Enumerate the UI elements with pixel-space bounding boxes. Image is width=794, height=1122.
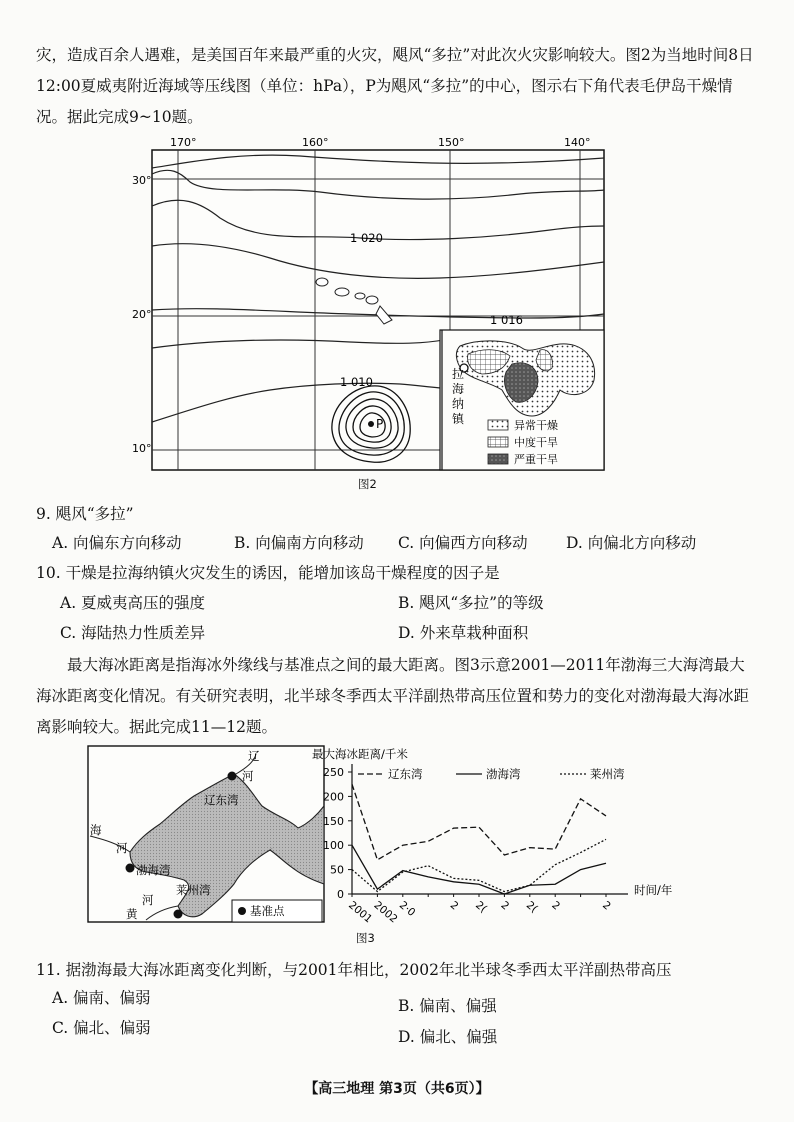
x-tick-label: 2: [549, 899, 563, 913]
q11-option-c[interactable]: C. 偏北、偏弱: [52, 1019, 151, 1037]
isobar-label: 1 020: [350, 231, 383, 245]
legend-entry: 辽东湾: [388, 767, 423, 781]
q9-option-c[interactable]: C. 向偏西方向移动: [398, 534, 528, 552]
isobar-label: 1 016: [490, 313, 523, 327]
chart-ylabel: 最大海冰距离/千米: [312, 747, 408, 761]
q10-option-d[interactable]: D. 外来草栽种面积: [398, 624, 529, 642]
intro-paragraph: 灾，造成百余人遇难，是美国百年来最严重的火灾，飓风“多拉”对此次火灾影响较大。图2为当地时间8日12:00夏威夷附近海域等压线图（单位：hPa），P为飓风“多拉”的中心，图示右下角代表毛伊岛干燥情况。据此完成9~10题。: [36, 46, 754, 126]
legend-label: 异常干燥: [514, 419, 558, 432]
yellow-river-char1: 黄: [126, 907, 138, 921]
laizhou-bay-label: 莱州湾: [176, 883, 211, 897]
x-tick-label: 2: [498, 899, 512, 913]
lon-label: 150°: [438, 136, 465, 149]
q9-option-b[interactable]: B. 向偏南方向移动: [234, 534, 364, 552]
hurricane-center-label: P: [376, 417, 384, 431]
figure-2-caption: 图2: [358, 477, 377, 491]
legend-label: 中度干旱: [514, 436, 558, 449]
x-tick-label: 2: [600, 899, 613, 913]
q10-stem: 10. 干燥是拉海纳镇火灾发生的诱因，能增加该岛干燥程度的因子是: [36, 564, 500, 582]
figure-3-bohai-map: [86, 744, 326, 924]
page-footer: 【高三地理 第3页（共6页）】: [304, 1081, 490, 1097]
liao-river-char1: 辽: [248, 749, 260, 763]
legend-entry: 渤海湾: [486, 767, 521, 781]
lat-label: 20°: [132, 308, 152, 321]
q10-option-c[interactable]: C. 海陆热力性质差异: [60, 624, 206, 642]
x-tick-label: 2002: [371, 899, 400, 926]
y-tick-label: 150: [323, 814, 344, 828]
chart-xlabel: 时间/年: [634, 883, 673, 897]
series-line-dashed: [352, 784, 606, 860]
legend-entry: 莱州湾: [590, 767, 625, 781]
legend-swatch-dots: [488, 420, 508, 430]
q11-stem: 11. 据渤海最大海冰距离变化判断，与2001年相比，2002年北半球冬季西太平洋副热带高压: [36, 961, 672, 979]
y-tick-label: 200: [323, 790, 344, 804]
y-tick-label: 100: [323, 839, 344, 853]
figure-2-isobar-map: [132, 134, 610, 474]
legend-label: 严重干旱: [514, 453, 558, 466]
lat-label: 30°: [132, 174, 152, 187]
x-tick-label: 2001: [346, 899, 375, 926]
q9-option-d[interactable]: D. 向偏北方向移动: [566, 534, 697, 552]
bohai-bay-label: 渤海湾: [136, 863, 171, 877]
isobar-label: 1 010: [340, 375, 373, 389]
legend-swatch-dark: [488, 454, 508, 464]
q9-stem: 9. 飓风“多拉”: [36, 505, 134, 523]
liaodong-bay-label: 辽东湾: [204, 793, 239, 807]
legend-swatch-grid: [488, 437, 508, 447]
y-tick-label: 0: [337, 888, 344, 901]
hai-river-char2: 河: [116, 841, 128, 855]
liao-river-char2: 河: [242, 769, 254, 783]
figure-3-line-chart: [306, 744, 718, 924]
lon-label: 170°: [170, 136, 197, 149]
lon-label: 160°: [302, 136, 329, 149]
q10-option-b[interactable]: B. 飓风“多拉”的等级: [398, 594, 544, 612]
bohai-intro-paragraph: 最大海冰距离是指海冰外缘线与基准点之间的最大距离。图3示意2001—2011年渤海三大海湾最大海冰距离变化情况。有关研究表明，北半球冬季西太平洋副热带高压位置和势力的变化对渤海最大海冰距离影响较大。据此完成11—12题。: [36, 656, 750, 736]
x-tick-label: 2(: [473, 899, 490, 916]
x-tick-label: 2(: [523, 899, 540, 916]
q11-option-d[interactable]: D. 偏北、偏强: [398, 1028, 498, 1046]
hai-river-char1: 海: [90, 823, 102, 837]
lon-label: 140°: [564, 136, 591, 149]
q11-option-b[interactable]: B. 偏南、偏强: [398, 997, 497, 1015]
q9-option-a[interactable]: A. 向偏东方向移动: [52, 534, 182, 552]
x-tick-label: 2: [447, 899, 461, 913]
town-label: 拉海纳镇: [452, 367, 465, 426]
x-tick-label: 2·0: [396, 899, 418, 920]
yellow-river-char2: 河: [142, 893, 154, 907]
figure-3-caption: 图3: [356, 931, 375, 945]
y-tick-label: 250: [323, 766, 344, 779]
map-legend-label: 基准点: [250, 904, 285, 918]
lat-label: 10°: [132, 442, 152, 455]
y-tick-label: 50: [330, 863, 344, 877]
q10-option-a[interactable]: A. 夏威夷高压的强度: [60, 594, 206, 612]
q11-option-a[interactable]: A. 偏南、偏弱: [52, 989, 151, 1007]
